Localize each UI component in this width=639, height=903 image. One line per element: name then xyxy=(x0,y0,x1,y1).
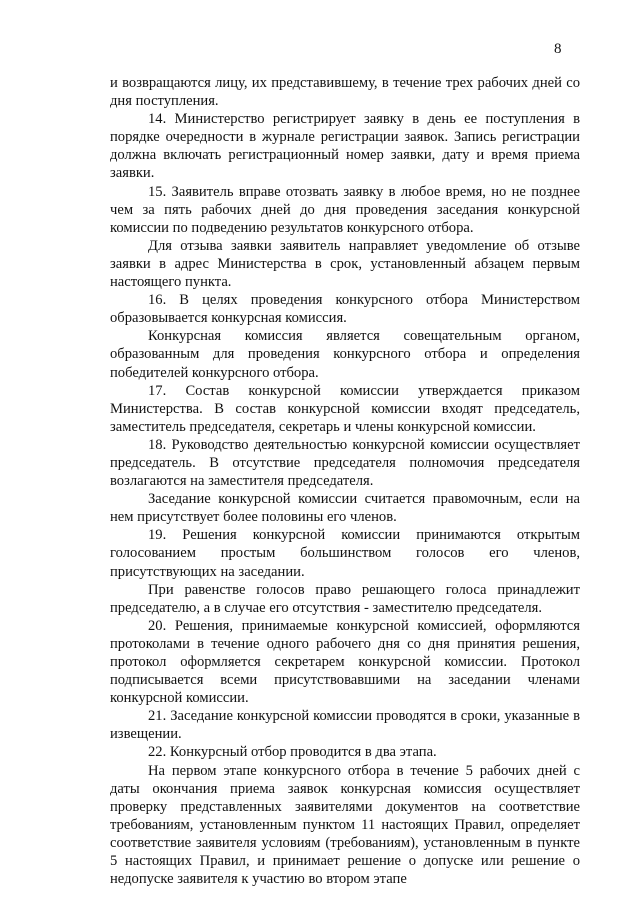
paragraph-20: 20. Решения, принимаемые конкурсной комиссией, оформляются протоколами в течение одного рабочего дня со дня принятия решения, протокол оформляется секретарем конкурсной комиссии. Протокол подписывается всеми присутствовавшими на заседании членами конкурсной комиссии. xyxy=(110,617,580,707)
paragraph-19-tie: При равенстве голосов право решающего голоса принадлежит председателю, а в случае его отсутствия - заместителю председателя. xyxy=(110,581,580,616)
paragraph-22-first-stage: На первом этапе конкурсного отбора в течение 5 рабочих дней с даты окончания приема заявок конкурсная комиссия осуществляет проверку представленных заявителями документов на соответствие требованиям, установленным пунктом 11 настоящих Правил, определяет соответствие заявителя условиям (требованиям), установленным в пункте 5 настоящих Правил, и принимает решение о допуске или решение о недопуске заявителя к участию во втором этапе xyxy=(110,762,580,888)
page-number: 8 xyxy=(554,41,562,57)
paragraph-continuation: и возвращаются лицу, их представившему, в течение трех рабочих дней со дня поступления. xyxy=(110,75,580,110)
paragraph-15: 15. Заявитель вправе отозвать заявку в любое время, но не позднее чем за пять рабочих дней до дня проведения заседания конкурсной комиссии по подведению результатов конкурсного отбора. xyxy=(110,183,580,236)
paragraph-14: 14. Министерство регистрирует заявку в день ее поступления в порядке очередности в журнале регистрации заявок. Запись регистрации должна включать регистрационный номер заявки, дату и время приема заявки. xyxy=(110,111,580,182)
paragraph-21: 21. Заседание конкурсной комиссии проводятся в сроки, указанные в извещении. xyxy=(110,708,580,743)
document-body xyxy=(110,74,580,888)
paragraph-22: 22. Конкурсный отбор проводится в два этапа. xyxy=(148,744,437,761)
paragraph-16-commission: Конкурсная комиссия является совещательным органом, образованным для проведения конкурсного отбора и определения победителей конкурсного отбора. xyxy=(110,328,580,381)
paragraph-19: 19. Решения конкурсной комиссии принимаются открытым голосованием простым большинством голосов его членов, присутствующих на заседании. xyxy=(110,527,580,580)
paragraph-15-withdrawal: Для отзыва заявки заявитель направляет уведомление об отзыве заявки в адрес Министерства в срок, установленный абзацем первым настоящего пункта. xyxy=(110,237,580,291)
paragraph-16: 16. В целях проведения конкурсного отбора Министерством образовывается конкурсная комиссия. xyxy=(110,292,580,327)
paragraph-17: 17. Состав конкурсной комиссии утверждается приказом Министерства. В состав конкурсной комиссии входят председатель, заместитель председателя, секретарь и члены конкурсной комиссии. xyxy=(110,382,580,435)
paragraph-18: 18. Руководство деятельностью конкурсной комиссии осуществляет председатель. В отсутствие председателя полномочия председателя возлагаются на заместителя председателя. xyxy=(110,436,580,490)
paragraph-18-quorum: Заседание конкурсной комиссии считается правомочным, если на нем присутствует более половины его членов. xyxy=(110,491,580,526)
